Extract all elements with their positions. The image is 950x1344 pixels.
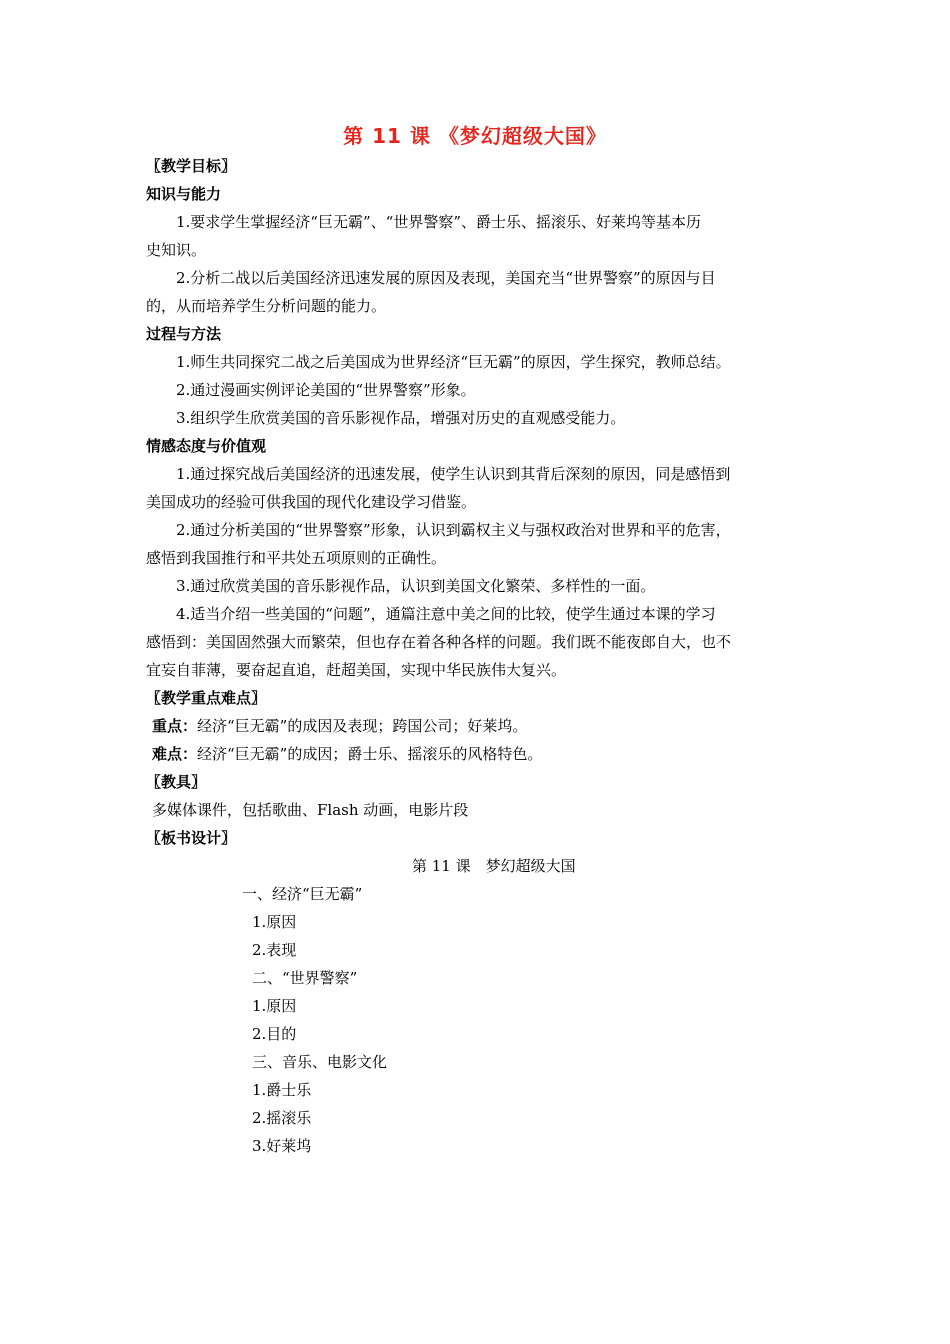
board-section-2-item-2: 2.目的 [252, 1025, 297, 1043]
knowledge-item-2: 2.分析二战以后美国经济迅速发展的原因及表现，美国充当“世界警察”的原因与目 [176, 269, 716, 287]
page-title: 第 11 课 《梦幻超级大国》 [343, 124, 607, 148]
knowledge-header: 知识与能力 [146, 185, 222, 203]
emotion-item-1: 1.通过探究战后美国经济的迅速发展，使学生认识到其背后深刻的原因，同是感悟到 [176, 465, 731, 483]
board-section-3-item-2: 2.摇滚乐 [252, 1109, 312, 1127]
board-section-1-item-2: 2.表现 [252, 941, 297, 959]
emotion-item-4: 4.适当介绍一些美国的“问题”，通篇注意中美之间的比较，使学生通过本课的学习 [176, 605, 716, 623]
process-item-3: 3.组织学生欣赏美国的音乐影视作品，增强对历史的直观感受能力。 [176, 409, 626, 427]
process-item-2: 2.通过漫画实例评论美国的“世界警察”形象。 [176, 381, 476, 399]
emotion-item-2: 2.通过分析美国的“世界警察”形象，认识到霸权主义与强权政治对世界和平的危害， [176, 521, 731, 539]
tools-header: 〖教具〗 [146, 773, 207, 791]
key-point-label: 重点： [152, 717, 198, 735]
board-header: 〖板书设计〗 [146, 829, 237, 847]
emotion-header: 情感态度与价值观 [146, 437, 267, 455]
goals-header: 〖教学目标〗 [146, 157, 237, 175]
emotion-item-2-cont: 感悟到我国推行和平共处五项原则的正确性。 [146, 549, 447, 567]
difficulty-line [152, 744, 542, 764]
keypoints-header: 〖教学重点难点〗 [146, 689, 267, 707]
board-section-2: 二、“世界警察” [252, 969, 358, 987]
board-section-2-item-1: 1.原因 [252, 997, 297, 1015]
process-header: 过程与方法 [146, 325, 222, 343]
key-point-text: 经济“巨无霸”的成因及表现；跨国公司；好莱坞。 [197, 717, 528, 735]
board-section-3: 三、音乐、电影文化 [252, 1053, 388, 1071]
board-section-1-item-1: 1.原因 [252, 913, 297, 931]
emotion-item-4-cont2: 宜妄自菲薄，要奋起直追，赶超美国，实现中华民族伟大复兴。 [146, 661, 567, 679]
key-point-line [152, 716, 527, 736]
board-section-1: 一、经济“巨无霸” [242, 885, 363, 903]
tools-text: 多媒体课件，包括歌曲、Flash 动画，电影片段 [152, 801, 469, 819]
difficulty-label: 难点： [152, 745, 198, 763]
difficulty-text: 经济“巨无霸”的成因；爵士乐、摇滚乐的风格特色。 [197, 745, 543, 763]
emotion-item-1-cont: 美国成功的经验可供我国的现代化建设学习借鉴。 [146, 493, 477, 511]
board-section-3-item-3: 3.好莱坞 [252, 1137, 312, 1155]
knowledge-item-1-cont: 史知识。 [146, 241, 207, 259]
board-section-3-item-1: 1.爵士乐 [252, 1081, 312, 1099]
board-title: 第 11 课 梦幻超级大国 [412, 857, 576, 875]
emotion-item-3: 3.通过欣赏美国的音乐影视作品，认识到美国文化繁荣、多样性的一面。 [176, 577, 656, 595]
knowledge-item-1: 1.要求学生掌握经济“巨无霸”、“世界警察”、爵士乐、摇滚乐、好莱坞等基本历 [176, 213, 701, 231]
process-item-1: 1.师生共同探究二战之后美国成为世界经济“巨无霸”的原因，学生探究，教师总结。 [176, 353, 731, 371]
knowledge-item-2-cont: 的，从而培养学生分析问题的能力。 [146, 297, 387, 315]
emotion-item-4-cont1: 感悟到：美国固然强大而繁荣，但也存在着各种各样的问题。我们既不能夜郎自大，也不 [146, 633, 732, 651]
